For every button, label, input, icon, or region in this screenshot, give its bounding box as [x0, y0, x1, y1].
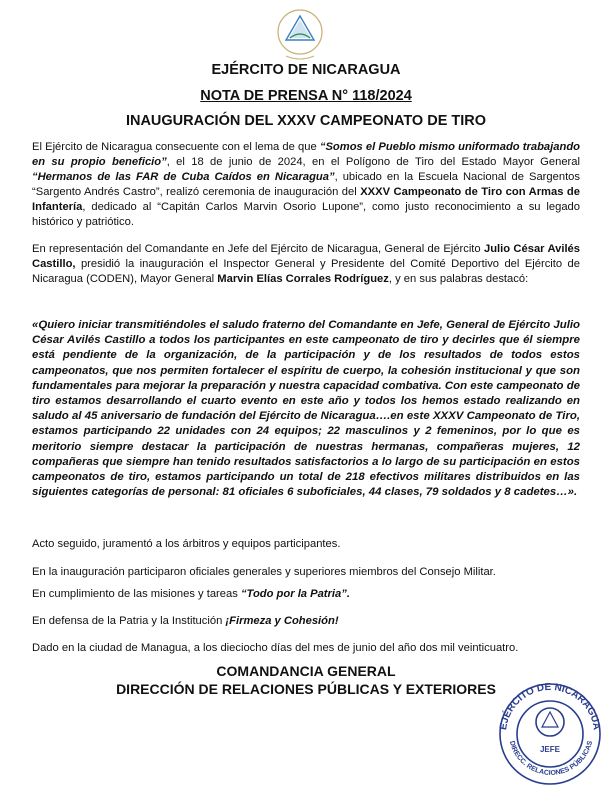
press-release-title: INAUGURACIÓN DEL XXXV CAMPEONATO DE TIRO	[125, 113, 487, 129]
range-name: “Hermanos de las FAR de Cuba Caídos en Nicaragua”	[32, 171, 335, 183]
paragraph-missions	[32, 587, 580, 602]
paragraph-participants: En la inauguración participaron oficiales generales y superiores miembros del Consejo Militar.	[32, 566, 496, 578]
motto: “Somos el Pueblo mismo uniformado trabajando en su propio beneficio”	[32, 141, 580, 168]
motto: ¡Firmeza y Cohesión!	[225, 615, 339, 627]
event-name: XXXV Campeonato de Tiro con Armas de Infantería	[32, 186, 580, 213]
text: , ubicado en la Escuela Nacional de Sargentos “Sargento Andrés Castro”, realizó ceremonia de inauguración del	[32, 171, 580, 198]
stamp-ring-top: EJÉRCITO DE NICARAGUA	[498, 681, 602, 731]
speech-quote: «Quiero iniciar transmitiéndoles el saludo fraterno del Comandante en Jefe, General de Ejército Julio César Avilés Castillo a todos los participantes en este campeonato de tiro y decirles que él siempre está pendiente de la organización, de la participación y de los resultados de todos estos campeonatos, que nos permiten fortalecer el espíritu de cuerpo, la cohesión institucional y que son fundamentales para mejorar la preparación y nuestra capacidad combativa. Con este campeonato de tiro estamos desarrollando el cuarto evento en este año y todos los hemos estado realizando en saludo al 45 aniversario de fundación del Ejército de Nicaragua….en este XXXV Campeonato de Tiro, estamos participando 22 unidades con 24 equipos; 22 masculinos y 2 femeninos, por lo que es meritorio siempre destacar la participación de nuestras hermanas, compañeras mujeres, 12 compañeras que siempre han tenido resultados satisfactorios a lo largo de su participación en estos campeonatos de tiro, estamos participando un total de 218 efectivos militares distribuidos en las siguientes categorías de personal: 81 oficiales 6 suboficiales, 44 clases, 79 soldados y 8 cadetes…».	[32, 319, 580, 499]
inspector-name: Marvin Elías Corrales Rodríguez	[217, 273, 389, 285]
commander-name: Julio César Avilés Castillo,	[32, 243, 580, 270]
text: El Ejército de Nicaragua consecuente con el lema de que	[32, 141, 320, 153]
text: , el 18 de junio de 2024, en el Polígono de Tiro del Estado Mayor General	[166, 156, 580, 168]
text: En representación del Comandante en Jefe del Ejército de Nicaragua, General de Ejército	[32, 243, 484, 255]
text: En defensa de la Patria y la Institución	[32, 615, 226, 627]
text: presidió la inauguración el Inspector General y Presidente del Comité Deportivo del Ejército de Nicaragua (CODEN), Mayor General	[32, 258, 580, 285]
press-release-number: NOTA DE PRENSA N° 118/2024	[200, 88, 412, 104]
motto: “Todo por la Patria”.	[240, 588, 350, 600]
text: , dedicado al “Capitán Carlos Marvin Osorio Lupone”, como justo reconocimiento a su legado histórico y patriótico.	[32, 201, 580, 228]
organization-name: EJÉRCITO DE NICARAGUA	[211, 62, 401, 78]
paragraph-oath: Acto seguido, juramentó a los árbitros y equipos participantes.	[32, 538, 341, 550]
signature-line-1: COMANDANCIA GENERAL	[216, 663, 396, 679]
stamp-ring-bottom: DIRECC. RELACIONES PÚBLICAS	[507, 740, 595, 777]
stamp-center: JEFE	[539, 745, 561, 754]
svg-text:EJÉRCITO DE NICARAGUA	[498, 682, 602, 731]
official-seal-icon	[492, 676, 608, 786]
paragraph-representation	[32, 242, 580, 287]
text: , y en sus palabras destacó:	[388, 273, 529, 285]
text: En cumplimiento de las misiones y tareas	[32, 588, 241, 600]
signature-line-2: DIRECCIÓN DE RELACIONES PÚBLICAS Y EXTERIORES	[116, 681, 496, 697]
paragraph-defense	[32, 614, 580, 629]
paragraph-date: Dado en la ciudad de Managua, a los dieciocho días del mes de junio del año dos mil veinticuatro.	[32, 642, 519, 654]
coat-of-arms-icon	[266, 6, 334, 62]
paragraph-intro	[32, 140, 580, 230]
